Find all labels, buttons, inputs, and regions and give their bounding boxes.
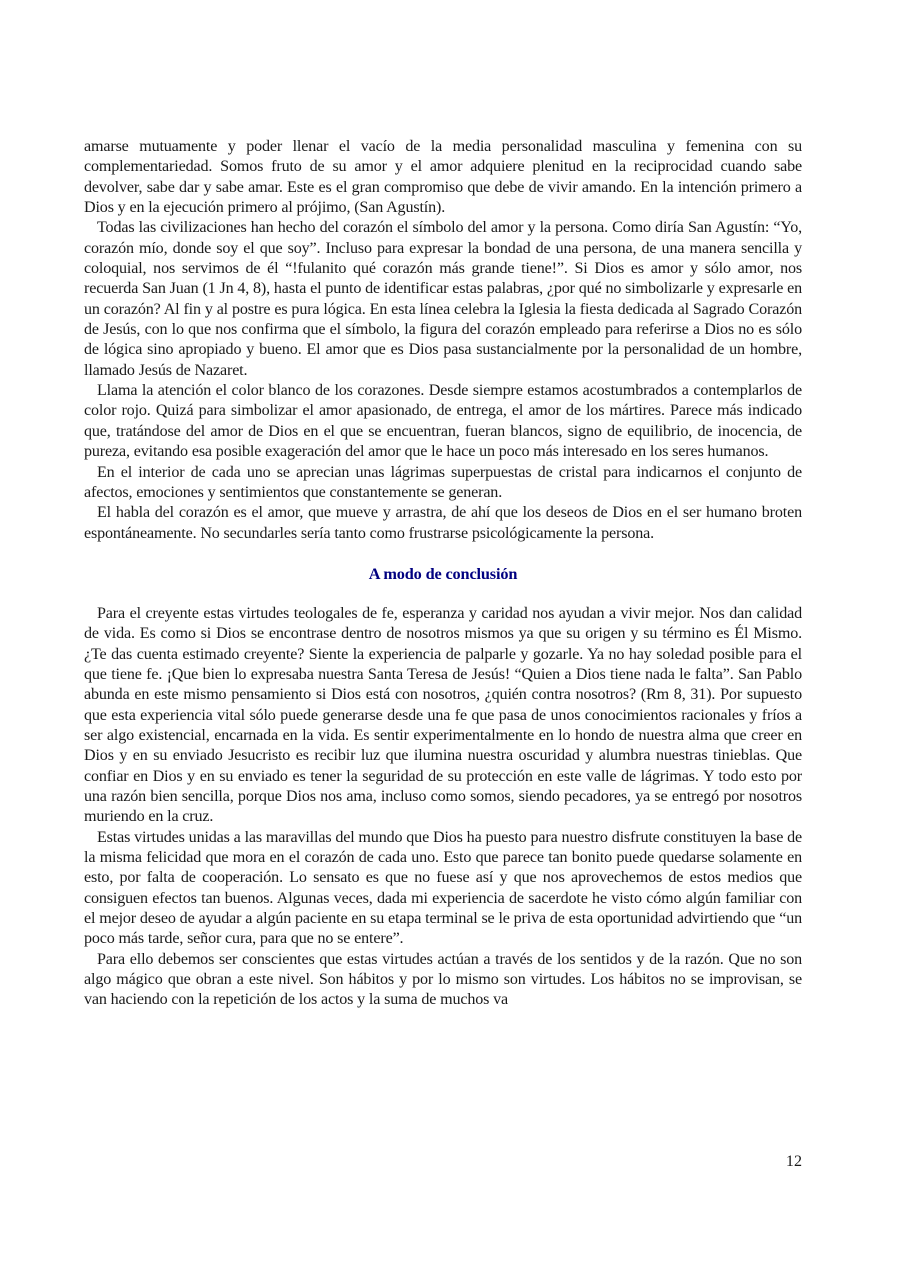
paragraph: Para ello debemos ser conscientes que estas virtudes actúan a través de los sentidos y de la razón. Que no son algo mágico que obran a este nivel. Son hábitos y por lo mismo son virtudes. Los hábitos no se improvisan, se van haciendo con la repetición de los actos y la suma de muchos va [84,950,802,1009]
document-page-body [84,137,802,1011]
section-heading: A modo de conclusión [368,563,518,583]
paragraph: Estas virtudes unidas a las maravillas del mundo que Dios ha puesto para nuestro disfrute constituyen la base de la misma felicidad que mora en el corazón de cada uno. Esto que parece tan bonito puede quedarse solamente en esto, por falta de cooperación. Lo sensato es que no fuese así y que nos aprovechemos de estos medios que consiguen efectos tan buenos. Algunas veces, dada mi experiencia de sacerdote he visto cómo algún familiar con el mejor deseo de ayudar a algún paciente en su etapa terminal se le priva de esta oportunidad advirtiendo que “un poco más tarde, señor cura, para que no se entere”. [84,828,802,948]
paragraph: En el interior de cada uno se aprecian unas lágrimas superpuestas de cristal para indicarnos el conjunto de afectos, emociones y sentimientos que constantemente se generan. [84,463,802,501]
page-number: 12 [785,1153,802,1170]
paragraph: amarse mutuamente y poder llenar el vacío de la media personalidad masculina y femenina con su complementariedad. Somos fruto de su amor y el amor adquiere plenitud en la reciprocidad cuando sabe devolver, sabe dar y sabe amar. Este es el gran compromiso que debe de vivir amando. En la intención primero a Dios y en la ejecución primero al prójimo, (San Agustín). [84,138,802,217]
paragraph: Todas las civilizaciones han hecho del corazón el símbolo del amor y la persona. Como diría San Agustín: “Yo, corazón mío, donde soy el que soy”. Incluso para expresar la bondad de una persona, de una manera sencilla y coloquial, nos servimos de él “!fulanito qué corazón más grande tiene!”. Si Dios es amor y sólo amor, nos recuerda San Juan (1 Jn 4, 8), hasta el punto de identificar estas palabras, ¿por qué no simbolizarle y expresarle en un corazón? Al fin y al postre es pura lógica. En esta línea celebra la Iglesia la fiesta dedicada al Sagrado Corazón de Jesús, con lo que nos confirma que el símbolo, la figura del corazón empleado para referirse a Dios no es sólo de lógica sino apropiado y bueno. El amor que es Dios pasa sustancialmente por la personalidad de un hombre, llamado Jesús de Nazaret. [84,219,802,379]
paragraph: Para el creyente estas virtudes teologales de fe, esperanza y caridad nos ayudan a vivir mejor. Nos dan calidad de vida. Es como si Dios se encontrase dentro de nosotros mismos ya que su origen y su término es Él Mismo. ¿Te das cuenta estimado creyente? Siente la experiencia de palparle y gozarle. Ya no hay soledad posible para el que tiene fe. ¡Que bien lo expresaba nuestra Santa Teresa de Jesús! “Quien a Dios tiene nada le falta”. San Pablo abunda en este mismo pensamiento si Dios está con nosotros, ¿quién contra nosotros? (Rm 8, 31). Por supuesto que esta experiencia vital sólo puede generarse desde una fe que pasa de unos conocimientos racionales y fríos a ser algo existencial, encarnada en la vida. Es sentir experimentalmente en lo hondo de nuestra alma que creer en Dios y en su enviado Jesucristo es recibir luz que ilumina nuestra oscuridad y alumbra nuestras tinieblas. Que confiar en Dios y en su enviado es tener la seguridad de su protección en este valle de lágrimas. Y todo esto por una razón bien sencilla, porque Dios nos ama, incluso como somos, siendo pecadores, ya se entregó por nosotros muriendo en la cruz. [84,604,802,826]
paragraph: Llama la atención el color blanco de los corazones. Desde siempre estamos acostumbrados a contemplarlos de color rojo. Quizá para simbolizar el amor apasionado, de entrega, el amor de los mártires. Parece más indicado que, tratándose del amor de Dios en el que se encuentran, fueran blancos, signo de equilibrio, de inocencia, de pureza, evitando esa posible exageración del amor que le hace un poco más interesado en los seres humanos. [84,382,802,461]
paragraph: El habla del corazón es el amor, que mueve y arrastra, de ahí que los deseos de Dios en el ser humano broten espontáneamente. No secundarles sería tanto como frustrarse psicológicamente la persona. [84,504,802,542]
